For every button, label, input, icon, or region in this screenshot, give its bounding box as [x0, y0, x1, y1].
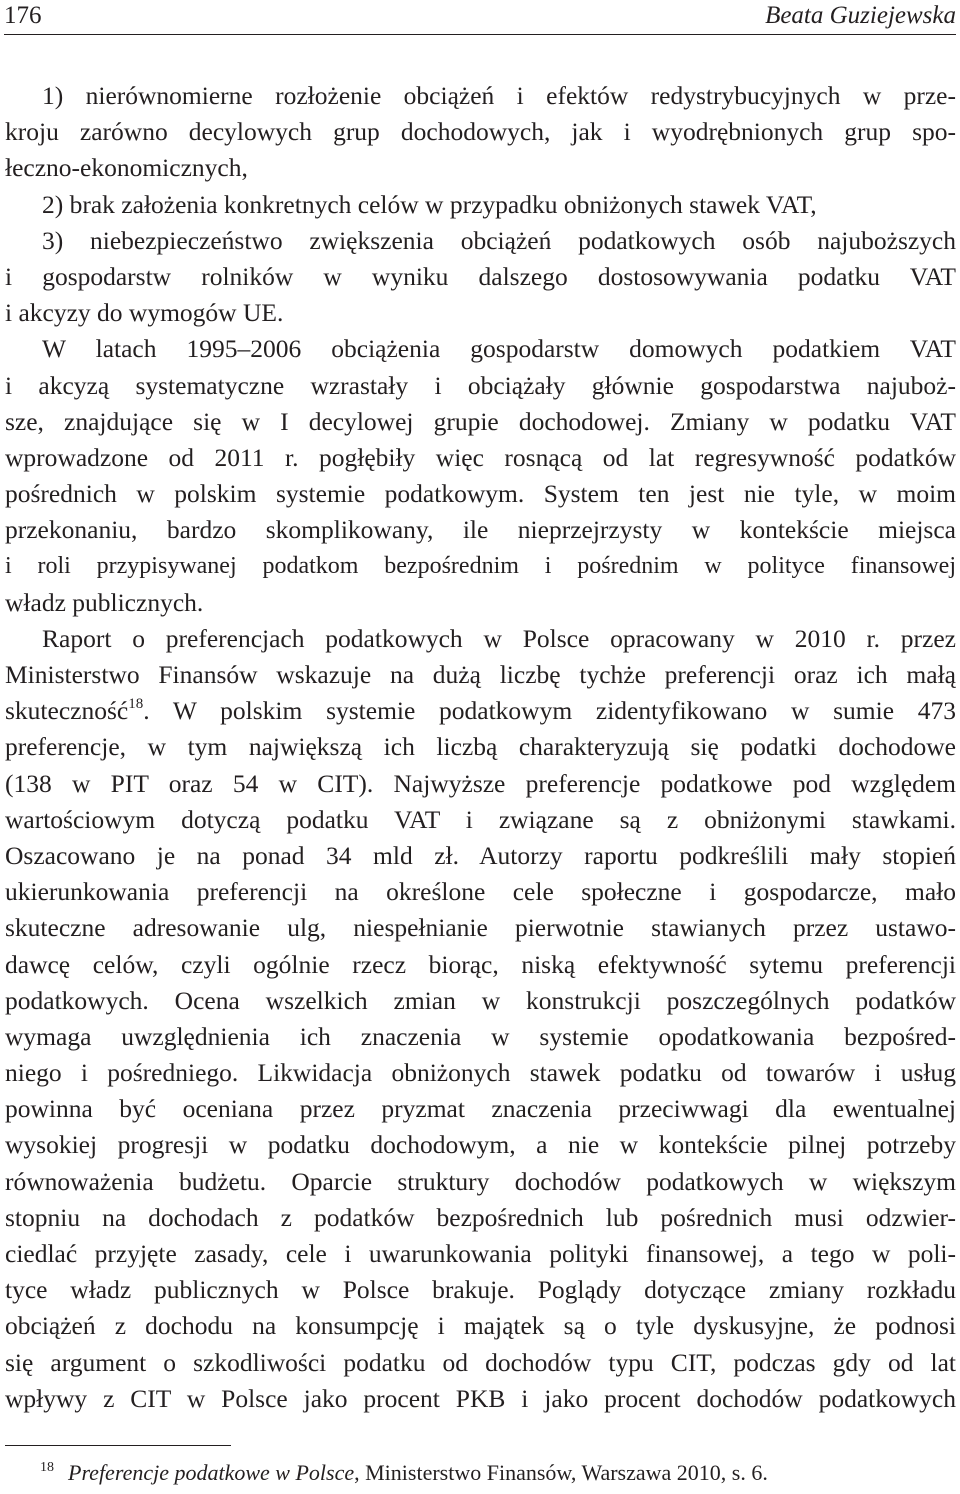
page-number: 176: [4, 2, 42, 29]
text-line: pośrednich w polskim systemie podatkowym. System ten jest nie tyle, w moim: [5, 479, 956, 509]
footnote-reference[interactable]: 18: [128, 696, 144, 713]
text-line: ukierunkowania preferencji na określone cele społeczne i gospodarcze, mało: [5, 877, 956, 907]
text-line: (138 w PIT oraz 54 w CIT). Najwyższe preferencje podatkowe pod względem: [5, 768, 956, 798]
text-line: obciążeń z dochodu na konsumpcję i majątek są o tyle dyskusyjne, że podnosi: [5, 1311, 956, 1341]
text-line: skuteczne adresowanie ulg, niespełnianie pierwotnie stawianych przez ustawo-: [5, 913, 956, 943]
text-line: 2) brak założenia konkretnych celów w przypadku obniżonych stawek VAT,: [42, 189, 817, 219]
text-line: i akcyzą systematyczne wzrastały i obciążały głównie gospodarstwa najuboż-: [5, 370, 956, 400]
text-line: i gospodarstw rolników w wyniku dalszego dostosowywania podatku VAT: [5, 261, 956, 291]
text-line: równoważenia budżetu. Oparcie struktury dochodów podatkowych w większym: [5, 1166, 956, 1196]
body-text: [5, 78, 956, 1417]
running-head-author: Beata Guziejewska: [765, 2, 956, 29]
footnote-title: Preferencje podatkowe w Polsce: [68, 1460, 355, 1485]
running-head: [4, 0, 956, 35]
text-line: przekonaniu, bardzo skomplikowany, ile nieprzejrzysty w kontekście miejsca: [5, 515, 956, 545]
text-line: wpływy z CIT w Polsce jako procent PKB i jako procent dochodów podatkowych: [5, 1383, 956, 1413]
text-line: władz publicznych.: [5, 587, 204, 617]
text-line: Oszacowano je na ponad 34 mld zł. Autorzy raportu podkreślili mały stopień: [5, 840, 956, 870]
text-fragment: . W polskim systemie podatkowym zidentyfikowano w sumie 473: [143, 696, 956, 726]
text-line: 1) nierównomierne rozłożenie obciążeń i efektów redystrybucyjnych w prze-: [42, 81, 956, 110]
text-line: sze, znajdujące się w I decylowej grupie dochodowej. Zmiany w podatku VAT: [5, 406, 956, 436]
text-line: się argument o szkodliwości podatku od dochodów typu CIT, podczas gdy od lat: [5, 1347, 956, 1377]
text-line: dawcę celów, czyli ogólnie rzecz biorąc, niską efektywność sytemu preferencji: [5, 949, 956, 979]
footnote: [40, 1460, 768, 1486]
footnote-text: , Ministerstwo Finansów, Warszawa 2010, s. 6.: [354, 1460, 768, 1485]
text-line: wymaga uwzględnienia ich znaczenia w systemie opodatkowania bezpośred-: [5, 1021, 956, 1051]
text-line: niego i pośredniego. Likwidacja obniżonych stawek podatku od towarów i usług: [5, 1058, 956, 1088]
text-line: i akcyzy do wymogów UE.: [5, 298, 284, 328]
text-line: [5, 693, 956, 729]
text-line: Raport o preferencjach podatkowych w Polsce opracowany w 2010 r. przez: [42, 623, 956, 653]
text-fragment: skuteczność: [5, 696, 129, 726]
text-line: wartościowym dotyczą podatku VAT i związane są z obniżonymi stawkami.: [5, 804, 956, 834]
text-line: W latach 1995–2006 obciążenia gospodarstw domowych podatkiem VAT: [42, 334, 956, 364]
text-line: Ministerstwo Finansów wskazuje na dużą liczbę tychże preferencji oraz ich małą: [5, 660, 956, 689]
footnote-separator: [5, 1445, 231, 1446]
text-line: wysokiej progresji w podatku dochodowym, a nie w kontekście pilnej potrzeby: [5, 1130, 956, 1160]
text-line: powinna być oceniana przez pryzmat znaczenia przeciwwagi dla ewentualnej: [5, 1094, 956, 1124]
text-line: tyce władz publicznych w Polsce brakuje. Poglądy dotyczące zmiany rozkładu: [5, 1275, 956, 1305]
text-line: łeczno-ekonomicznych,: [5, 153, 248, 183]
text-line: kroju zarówno decylowych grup dochodowych, jak i wyodrębnionych grup spo-: [5, 117, 956, 147]
text-line: i roli przypisywanej podatkom bezpośrednim i pośrednim w polityce finansowej: [5, 553, 956, 580]
footnote-number: 18: [40, 1460, 54, 1475]
text-line: podatkowych. Ocena wszelkich zmian w konstrukcji poszczególnych podatków: [5, 985, 956, 1015]
text-line: stopniu na dochodach z podatków bezpośrednich lub pośrednich musi odzwier-: [5, 1202, 956, 1232]
text-line: ciedlać przyjęte zasady, cele i uwarunkowania polityki finansowej, a tego w poli-: [5, 1239, 956, 1268]
text-line: wprowadzone od 2011 r. pogłębiły więc rosnącą od lat regresywność podatków: [5, 442, 956, 472]
text-line: 3) niebezpieczeństwo zwiększenia obciążeń podatkowych osób najuboższych: [42, 225, 956, 255]
text-line: preferencje, w tym największą ich liczbą charakteryzują się podatki dochodowe: [5, 732, 956, 762]
